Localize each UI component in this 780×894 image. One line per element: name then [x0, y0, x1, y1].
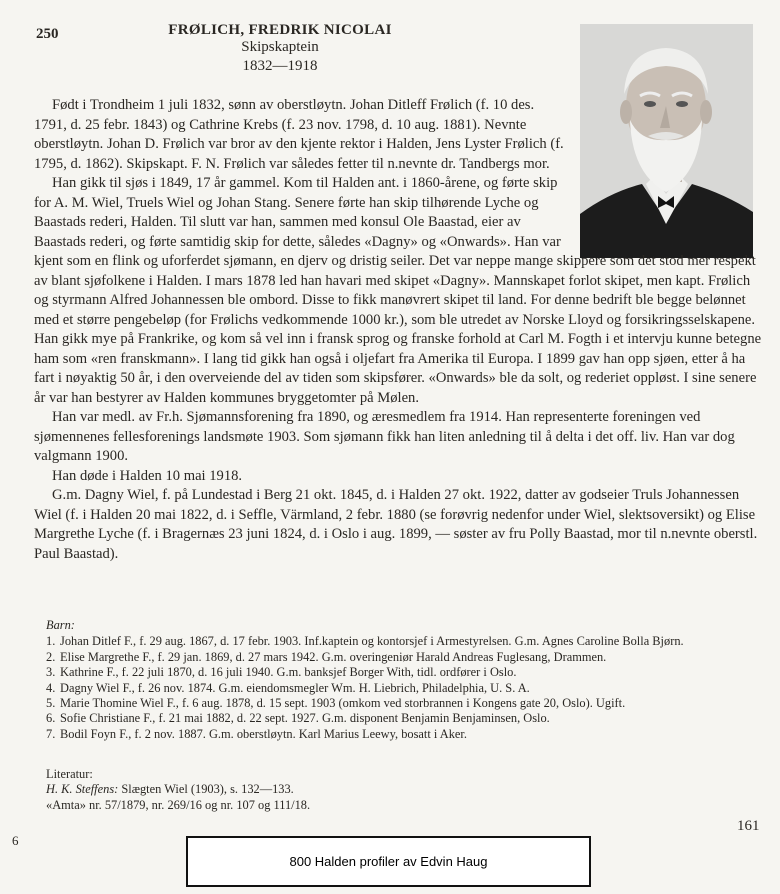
child-text: Bodil Foyn F., f. 2 nov. 1887. G.m. oberstløytn. Karl Marius Leewy, bosatt i Aker. — [60, 726, 467, 741]
entry-occupation: Skipskaptein — [241, 39, 319, 55]
child-text: Marie Thomine Wiel F., f. 6 aug. 1878, d. 15 sept. 1903 (omkom ved storbrannen i Kongens gate 20, Oslo). Ugift. — [60, 696, 626, 711]
child-number: 7. — [46, 726, 56, 741]
biography — [34, 96, 766, 564]
credit-caption-box — [186, 836, 591, 887]
child-number: 6. — [46, 711, 56, 726]
list-item — [46, 665, 766, 680]
bio-paragraph-death: Han døde i Halden 10 mai 1918. — [52, 467, 243, 484]
entry-name: FRØLICH, FREDRIK NICOLAI — [168, 22, 392, 38]
list-item — [46, 711, 766, 726]
literature-heading: Literatur: — [46, 767, 93, 781]
list-item — [46, 727, 766, 742]
bio-paragraph-membership: Han var medl. av Fr.h. Sjømannsforening fra 1890, og æresmedlem fra 1914. Han representerte foreningen ved sjømennenes fellesforenings landsmøte 1903. Som sjømann fikk han liten anledning til å delta i det off. liv. Han var dog valgmann 1900. — [34, 409, 735, 464]
literature-line — [46, 782, 746, 797]
child-number: 5. — [46, 696, 56, 711]
child-number: 1. — [46, 634, 56, 649]
literature-line: «Amta» nr. 57/1879, nr. 269/16 og nr. 107 og 111/18. — [46, 797, 311, 812]
child-number: 4. — [46, 680, 56, 695]
literature-title: Slægten Wiel (1903), s. 132—133. — [121, 782, 294, 797]
child-text: Sofie Christiane F., f. 21 mai 1882, d. 22 sept. 1927. G.m. disponent Benjamin Benjaminsen, Oslo. — [60, 711, 550, 726]
child-text: Elise Margrethe F., f. 29 jan. 1869, d. 27 mars 1942. G.m. overingeniør Harald Andreas Fuglesang, Drammen. — [60, 649, 607, 664]
literature-section — [46, 767, 746, 813]
literature-author: H. K. Steffens: — [46, 782, 119, 797]
child-text: Dagny Wiel F., f. 26 nov. 1874. G.m. eiendomsmegler Wm. H. Liebrich, Philadelphia, U. S. A. — [60, 680, 530, 695]
list-item — [46, 696, 766, 711]
list-item — [46, 634, 766, 649]
child-number: 3. — [46, 665, 56, 680]
page-number-top: 250 — [36, 26, 59, 42]
bio-paragraph-career-start: Han gikk til sjøs i 1849, 17 år gammel. Kom til Halden ant. i 1860-årene, og førte skip for A. M. Wiel, Truels Wiel og Johan Stang. Senere førte han skip tilhørende Lyche og Baastads rederi, Halden. Til slutt var han, sammen med konsul Ole Baastad, eier av Baastads rederi, og førte samtidig skip for dette, således «Dagny» og «Onwards». Han var — [34, 175, 561, 250]
child-text: Johan Ditlef F., f. 29 aug. 1867, d. 17 febr. 1903. Inf.kaptein og kontorsjef i Armestyrelsen. G.m. Agnes Caroline Bolla Bjørn. — [60, 634, 684, 649]
bio-paragraph-career: kjent som en flink og uforferdet sjømann, en djerv og dristig seiler. Det var neppe mange skippere som det stod mer respekt av blant sjøfolkene i Halden. I mars 1878 led han havari med skipet «Dagny». Mannskapet forlot skipet, men kapt. Frølich og styrmann Alfred Johannessen ble ombord. Disse to fikk manøvrert skipet til land. For denne bedrift ble begge belønnet med et større pengebeløp (for Frølichs vedkommende 1000 kr.), som ble utredet av Norske Lloyd og forsikringsselskapene. Han gikk mye på Frankrike, og kom så vel inn i fransk sprog og franske forhold at Carl M. Fogth i et intervju kunne betegne ham som «ren franskmann». I lang tid gikk han også i oljefart fra Amerika til Europa. I 1899 gav han opp sjøen, etter å ha fart i nøyaktig 50 år, i den overveiende del av tiden som skipsfører. «Onwards» ble da solt, og rederiet oppløst. I sine senere år var han bestyrer av Halden kommunes bryggetomter på Mølen. — [34, 253, 762, 406]
list-item — [46, 681, 766, 696]
entry-years: 1832—1918 — [242, 58, 318, 74]
child-text: Kathrine F., f. 22 juli 1870, d. 16 juli 1940. G.m. banksjef Borger With, tidl. ordfører i Oslo. — [60, 665, 517, 680]
page-number-right: 161 — [737, 818, 760, 834]
credit-text: 800 Halden profiler av Edvin Haug — [289, 854, 488, 869]
children-list — [46, 618, 766, 742]
page-number-left: 6 — [12, 833, 19, 848]
bio-paragraph-birth: Født i Trondheim 1 juli 1832, sønn av oberstløytn. Johan Ditleff Frølich (f. 10 des. 1791, d. 25 febr. 1843) og Cathrine Krebs (f. 23 nov. 1798, d. 10 aug. 1881). Nevnte oberstløytn. Johan D. Frølich var bror av den kjente rektor i Halden, Jens Lyster Frølich (f. 1795, d. 1862). Skipskapt. F. N. Frølich var således fetter til n.nevnte dr. Tandbergs mor. — [34, 97, 564, 172]
bio-paragraph-marriage: G.m. Dagny Wiel, f. på Lundestad i Berg 21 okt. 1845, d. i Halden 27 okt. 1922, datter av godseier Truls Johannessen Wiel (f. i Halden 20 mai 1822, d. i Seffle, Värmland, 2 febr. 1880 (se forøvrig nedenfor under Wiel, slektsoversikt) og Elise Margrethe Lyche (f. i Bragernæs 23 juni 1824, d. i Oslo i aug. 1899, — søster av fru Polly Baastad, mor til n.nevnte oberstl. Paul Baastad). — [34, 487, 758, 562]
list-item — [46, 650, 766, 665]
child-number: 2. — [46, 649, 56, 664]
children-heading: Barn: — [46, 618, 75, 632]
